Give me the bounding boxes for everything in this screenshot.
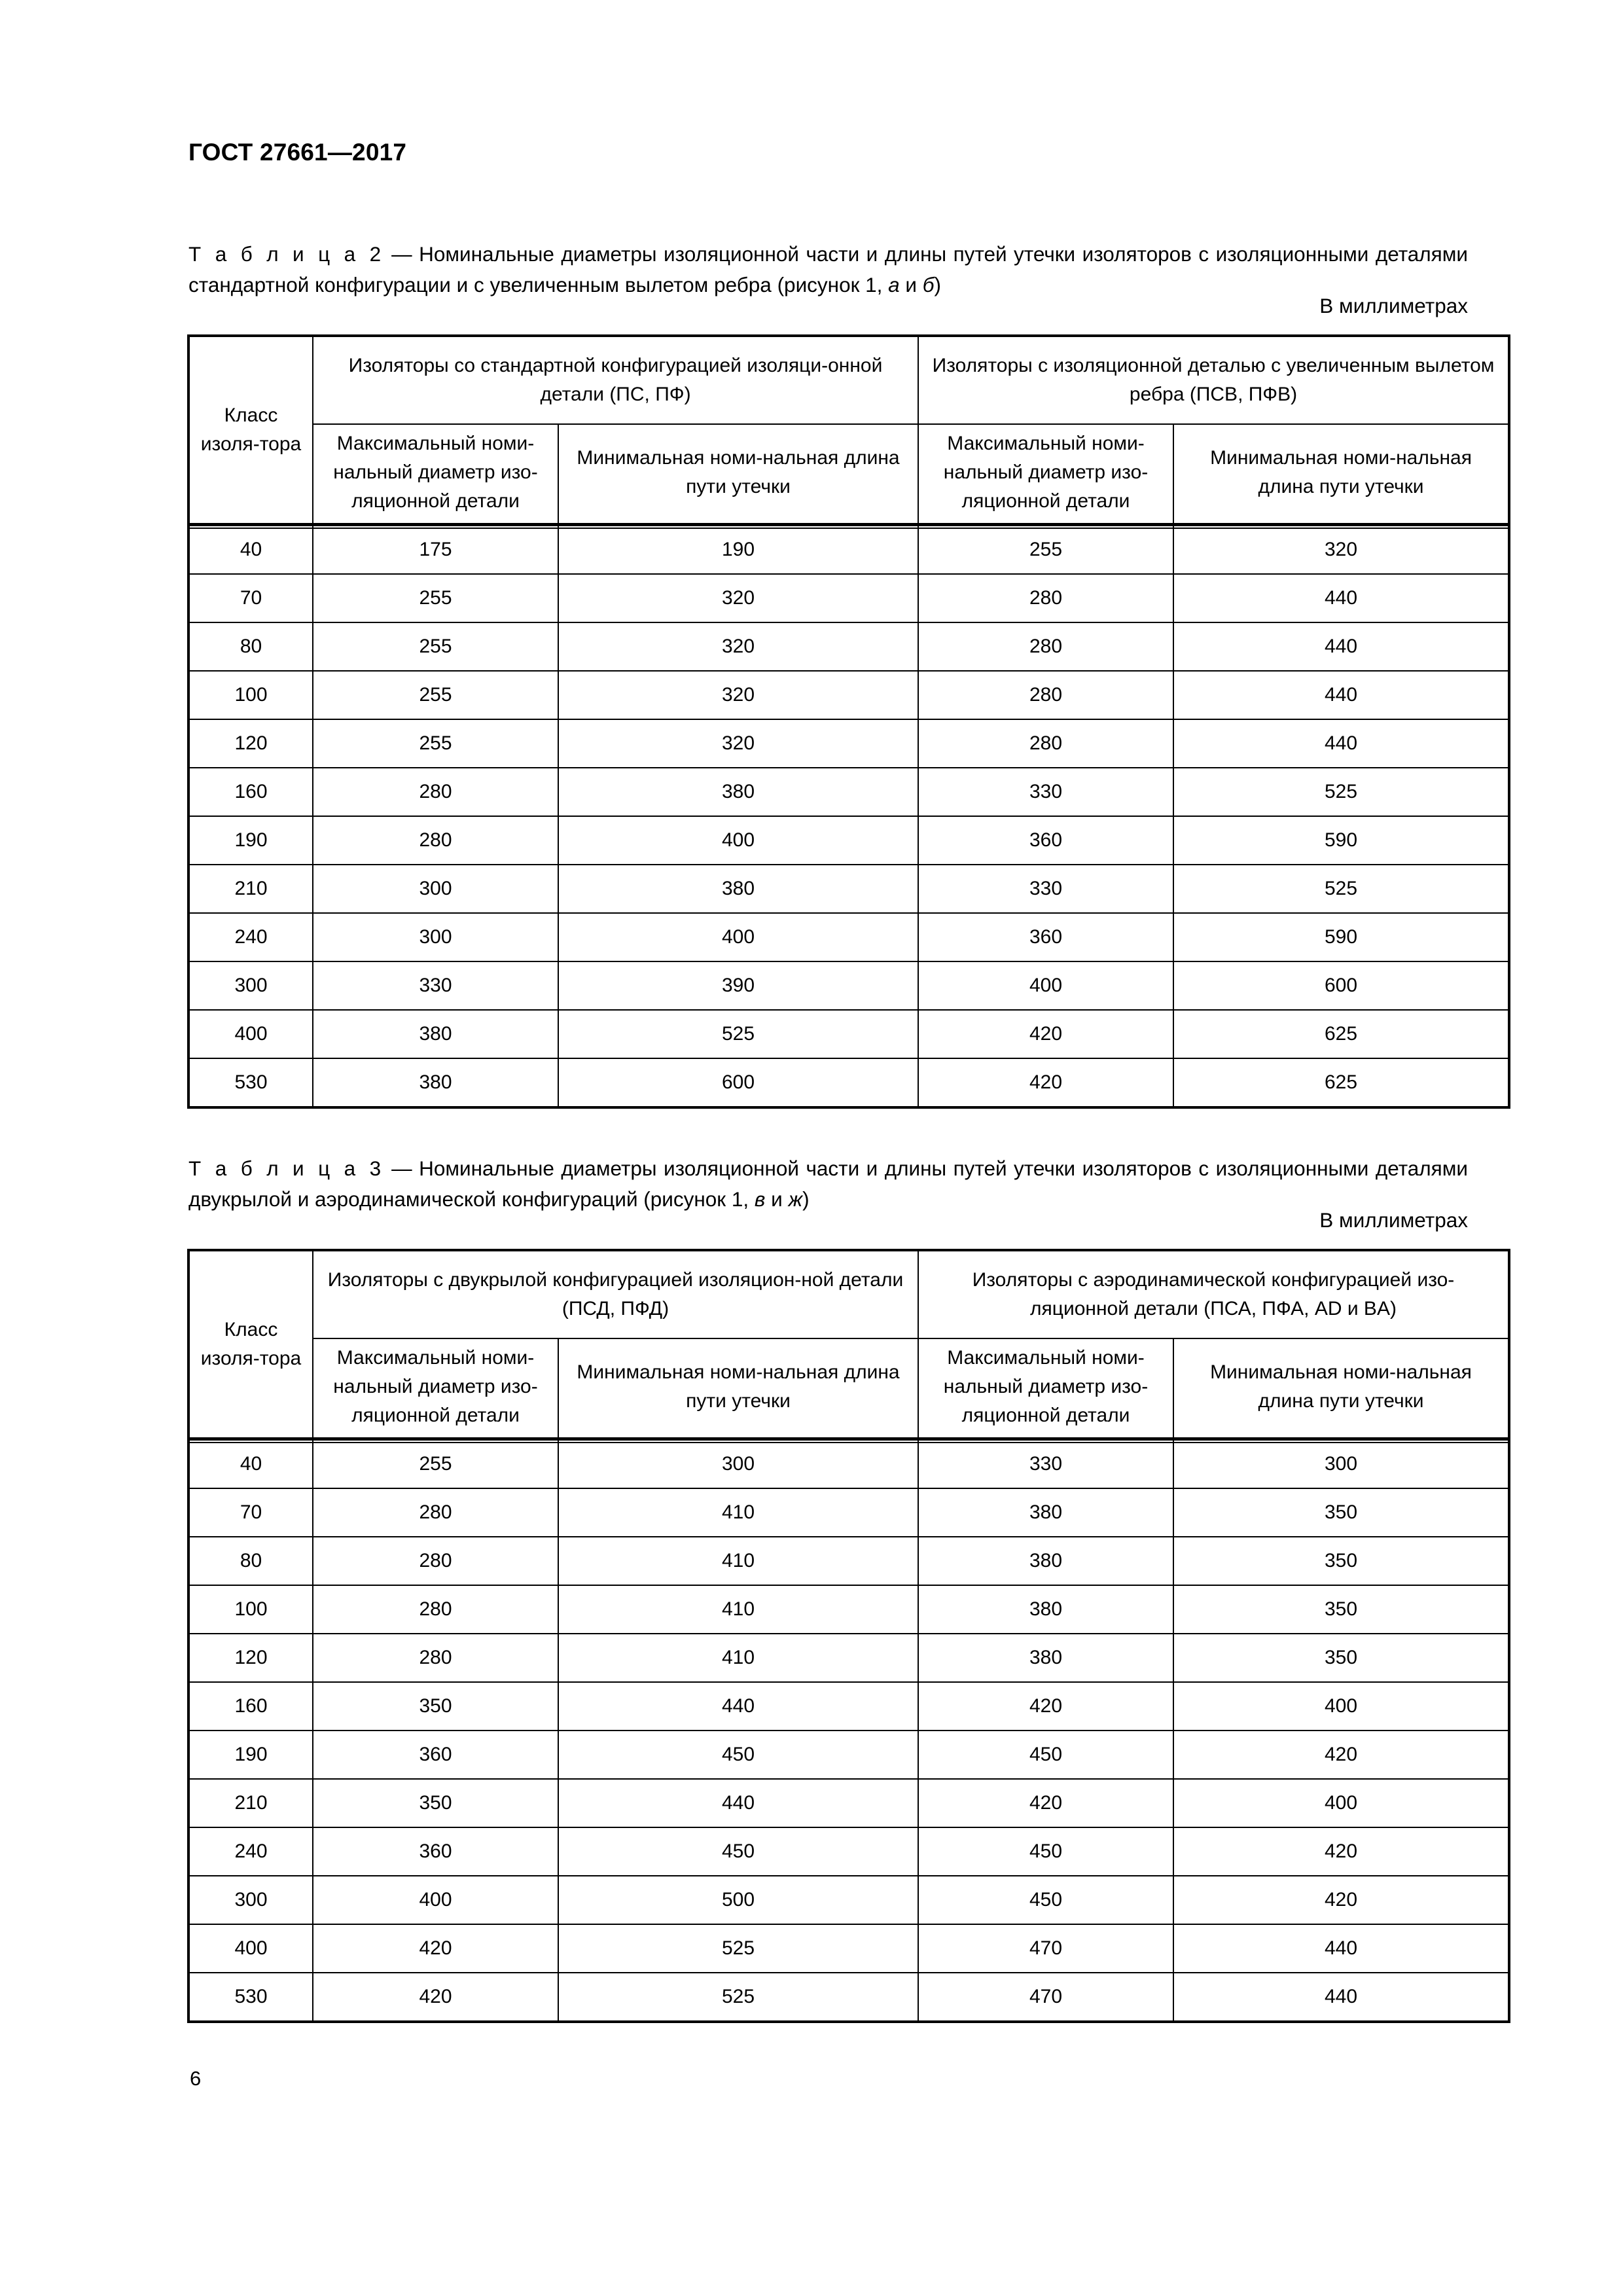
cell-value: 590	[1173, 816, 1509, 865]
cell-value: 255	[313, 671, 558, 719]
cell-value: 280	[313, 768, 558, 816]
table2-header-group-extended: Изоляторы с изоляционной деталью с увеличенным вылетом ребра (ПСВ, ПФВ)	[918, 336, 1509, 424]
table-row	[188, 1731, 1509, 1779]
cell-value: 470	[918, 1973, 1173, 2022]
cell-value: 255	[313, 622, 558, 671]
table-row	[188, 913, 1509, 961]
cell-insulator-class: 530	[188, 1973, 313, 2022]
cell-insulator-class: 210	[188, 1779, 313, 1827]
cell-value: 400	[558, 816, 918, 865]
cell-value: 255	[313, 574, 558, 622]
cell-value: 410	[558, 1585, 918, 1634]
cell-value: 330	[313, 961, 558, 1010]
cell-value: 350	[1173, 1585, 1509, 1634]
cell-value: 440	[558, 1682, 918, 1731]
cell-value: 360	[313, 1827, 558, 1876]
table-row	[188, 1973, 1509, 2022]
cell-value: 410	[558, 1537, 918, 1585]
table-row	[188, 1488, 1509, 1537]
cell-insulator-class: 190	[188, 816, 313, 865]
cell-value: 450	[558, 1731, 918, 1779]
cell-insulator-class: 160	[188, 1682, 313, 1731]
table3-caption-fig-zh: ж	[788, 1187, 803, 1211]
table-row	[188, 1827, 1509, 1876]
cell-value: 590	[1173, 913, 1509, 961]
cell-insulator-class: 80	[188, 1537, 313, 1585]
cell-value: 410	[558, 1634, 918, 1682]
table3-head	[188, 1250, 1509, 1439]
cell-value: 420	[1173, 1731, 1509, 1779]
table3-caption-dash: —	[384, 1157, 419, 1180]
table-row	[188, 1010, 1509, 1058]
cell-value: 380	[313, 1058, 558, 1107]
table3-caption-conj: и	[765, 1187, 789, 1211]
cell-value: 360	[313, 1731, 558, 1779]
table2-caption	[188, 239, 1468, 300]
cell-value: 300	[313, 913, 558, 961]
table-row	[188, 574, 1509, 622]
table3-header-aerodynamic-diameter: Максимальный номи-нальный диаметр изо-ляционной детали	[918, 1338, 1173, 1439]
cell-insulator-class: 160	[188, 768, 313, 816]
table2-header-extended-creepage: Минимальная номи-нальная длина пути утечки	[1173, 424, 1509, 525]
table2-header-extended-diameter: Максимальный номи-нальный диаметр изо-ляционной детали	[918, 424, 1173, 525]
cell-value: 350	[313, 1682, 558, 1731]
table-row	[188, 719, 1509, 768]
cell-value: 420	[1173, 1827, 1509, 1876]
cell-value: 320	[558, 719, 918, 768]
cell-value: 280	[918, 622, 1173, 671]
cell-value: 525	[558, 1010, 918, 1058]
table2-caption-paren: )	[934, 273, 941, 296]
cell-value: 525	[1173, 768, 1509, 816]
cell-value: 525	[1173, 865, 1509, 913]
cell-value: 350	[313, 1779, 558, 1827]
cell-value: 625	[1173, 1010, 1509, 1058]
cell-value: 380	[558, 865, 918, 913]
cell-value: 280	[313, 1585, 558, 1634]
table2-caption-text: Номинальные диаметры изоляционной части и длины путей утечки изоляторов с изоляционными деталями стандартной конфигурации и с увеличенным вылетом ребра (рисунок 1,	[188, 242, 1468, 296]
cell-insulator-class: 100	[188, 671, 313, 719]
table3-header-group-double-wing: Изоляторы с двукрылой конфигурацией изоляцион-ной детали (ПСД, ПФД)	[313, 1250, 918, 1338]
cell-value: 450	[918, 1827, 1173, 1876]
table-row	[188, 1634, 1509, 1682]
table3-header-group-aerodynamic: Изоляторы с аэродинамической конфигурацией изо-ляционной детали (ПСА, ПФА, AD и BA)	[918, 1250, 1509, 1338]
cell-insulator-class: 100	[188, 1585, 313, 1634]
cell-value: 175	[313, 525, 558, 575]
cell-value: 525	[558, 1973, 918, 2022]
table3-header-double-wing-diameter: Максимальный номи-нальный диаметр изо-ляционной детали	[313, 1338, 558, 1439]
cell-value: 190	[558, 525, 918, 575]
cell-value: 625	[1173, 1058, 1509, 1107]
cell-value: 440	[1173, 1924, 1509, 1973]
cell-value: 300	[558, 1439, 918, 1489]
cell-value: 300	[313, 865, 558, 913]
cell-value: 420	[313, 1973, 558, 2022]
cell-value: 330	[918, 1439, 1173, 1489]
cell-value: 330	[918, 768, 1173, 816]
cell-value: 440	[558, 1779, 918, 1827]
cell-value: 450	[558, 1827, 918, 1876]
cell-value: 320	[558, 574, 918, 622]
cell-insulator-class: 300	[188, 961, 313, 1010]
cell-value: 420	[918, 1010, 1173, 1058]
cell-value: 500	[558, 1876, 918, 1924]
cell-value: 420	[313, 1924, 558, 1973]
cell-value: 400	[918, 961, 1173, 1010]
table3	[187, 1249, 1510, 2023]
table-row	[188, 865, 1509, 913]
cell-insulator-class: 40	[188, 1439, 313, 1489]
cell-value: 400	[558, 913, 918, 961]
table3-body	[188, 1439, 1509, 2022]
cell-value: 380	[558, 768, 918, 816]
cell-value: 255	[313, 1439, 558, 1489]
cell-value: 380	[918, 1634, 1173, 1682]
table-row	[188, 622, 1509, 671]
cell-value: 450	[918, 1876, 1173, 1924]
cell-insulator-class: 80	[188, 622, 313, 671]
cell-insulator-class: 240	[188, 1827, 313, 1876]
cell-insulator-class: 210	[188, 865, 313, 913]
cell-value: 440	[1173, 1973, 1509, 2022]
cell-value: 420	[918, 1682, 1173, 1731]
table-row	[188, 1058, 1509, 1107]
table2-head	[188, 336, 1509, 525]
cell-value: 380	[918, 1488, 1173, 1537]
table2-caption-label: Т а б л и ц а 2	[188, 242, 385, 266]
cell-value: 360	[918, 816, 1173, 865]
table-row	[188, 1682, 1509, 1731]
cell-insulator-class: 70	[188, 574, 313, 622]
table3-caption	[188, 1153, 1468, 1215]
cell-value: 410	[558, 1488, 918, 1537]
table3-units: В миллиметрах	[1319, 1208, 1468, 1232]
cell-value: 350	[1173, 1634, 1509, 1682]
cell-value: 420	[1173, 1876, 1509, 1924]
cell-value: 420	[918, 1058, 1173, 1107]
table-row	[188, 671, 1509, 719]
cell-value: 360	[918, 913, 1173, 961]
table2-caption-conj: и	[899, 273, 923, 296]
cell-value: 350	[1173, 1537, 1509, 1585]
cell-value: 300	[1173, 1439, 1509, 1489]
cell-value: 440	[1173, 574, 1509, 622]
table3-header-aerodynamic-creepage: Минимальная номи-нальная длина пути утечки	[1173, 1338, 1509, 1439]
table-row	[188, 961, 1509, 1010]
table2-header-class: Класс изоля-тора	[188, 336, 313, 525]
cell-insulator-class: 120	[188, 1634, 313, 1682]
cell-insulator-class: 400	[188, 1010, 313, 1058]
table-row	[188, 1537, 1509, 1585]
cell-insulator-class: 120	[188, 719, 313, 768]
table-row	[188, 816, 1509, 865]
table2-caption-fig-b: б	[922, 273, 935, 296]
cell-value: 600	[558, 1058, 918, 1107]
table3-header-class: Класс изоля-тора	[188, 1250, 313, 1439]
cell-value: 380	[313, 1010, 558, 1058]
cell-value: 440	[1173, 719, 1509, 768]
cell-value: 470	[918, 1924, 1173, 1973]
cell-value: 350	[1173, 1488, 1509, 1537]
cell-value: 380	[918, 1537, 1173, 1585]
cell-value: 330	[918, 865, 1173, 913]
table-row	[188, 1585, 1509, 1634]
running-head: ГОСТ 27661—2017	[188, 139, 407, 166]
cell-insulator-class: 70	[188, 1488, 313, 1537]
cell-insulator-class: 190	[188, 1731, 313, 1779]
cell-insulator-class: 300	[188, 1876, 313, 1924]
table2-header-standard-diameter: Максимальный номи-нальный диаметр изо-ляционной детали	[313, 424, 558, 525]
table2-units: В миллиметрах	[1319, 294, 1468, 317]
table2-header-standard-creepage: Минимальная номи-нальная длина пути утечки	[558, 424, 918, 525]
table3-caption-text: Номинальные диаметры изоляционной части и длины путей утечки изоляторов с изоляционными деталями двукрылой и аэродинамической конфигураций (рисунок 1,	[188, 1157, 1468, 1211]
table-row	[188, 1439, 1509, 1489]
table-row	[188, 1779, 1509, 1827]
cell-value: 320	[558, 671, 918, 719]
cell-value: 390	[558, 961, 918, 1010]
table3-header-double-wing-creepage: Минимальная номи-нальная длина пути утечки	[558, 1338, 918, 1439]
cell-value: 450	[918, 1731, 1173, 1779]
cell-value: 280	[313, 1537, 558, 1585]
cell-value: 400	[313, 1876, 558, 1924]
cell-value: 320	[558, 622, 918, 671]
table2-header-group-standard: Изоляторы со стандартной конфигурацией изоляци-онной детали (ПС, ПФ)	[313, 336, 918, 424]
cell-value: 440	[1173, 622, 1509, 671]
cell-value: 380	[918, 1585, 1173, 1634]
table-row	[188, 525, 1509, 575]
cell-value: 280	[313, 816, 558, 865]
cell-value: 420	[918, 1779, 1173, 1827]
cell-insulator-class: 40	[188, 525, 313, 575]
cell-value: 255	[918, 525, 1173, 575]
table2-caption-dash: —	[384, 242, 419, 266]
table2-caption-fig-a: а	[888, 273, 900, 296]
cell-value: 280	[313, 1634, 558, 1682]
table3-caption-paren: )	[802, 1187, 810, 1211]
page-number: 6	[190, 2067, 202, 2090]
table2-body	[188, 525, 1509, 1108]
cell-insulator-class: 240	[188, 913, 313, 961]
cell-insulator-class: 400	[188, 1924, 313, 1973]
cell-insulator-class: 530	[188, 1058, 313, 1107]
cell-value: 400	[1173, 1682, 1509, 1731]
table-row	[188, 768, 1509, 816]
table2	[187, 334, 1510, 1109]
cell-value: 320	[1173, 525, 1509, 575]
table-row	[188, 1924, 1509, 1973]
cell-value: 400	[1173, 1779, 1509, 1827]
cell-value: 525	[558, 1924, 918, 1973]
cell-value: 280	[918, 719, 1173, 768]
table3-caption-label: Т а б л и ц а 3	[188, 1157, 385, 1180]
table-row	[188, 1876, 1509, 1924]
cell-value: 280	[313, 1488, 558, 1537]
table3-caption-fig-v: в	[754, 1187, 766, 1211]
cell-value: 280	[918, 671, 1173, 719]
cell-value: 600	[1173, 961, 1509, 1010]
cell-value: 440	[1173, 671, 1509, 719]
cell-value: 255	[313, 719, 558, 768]
cell-value: 280	[918, 574, 1173, 622]
